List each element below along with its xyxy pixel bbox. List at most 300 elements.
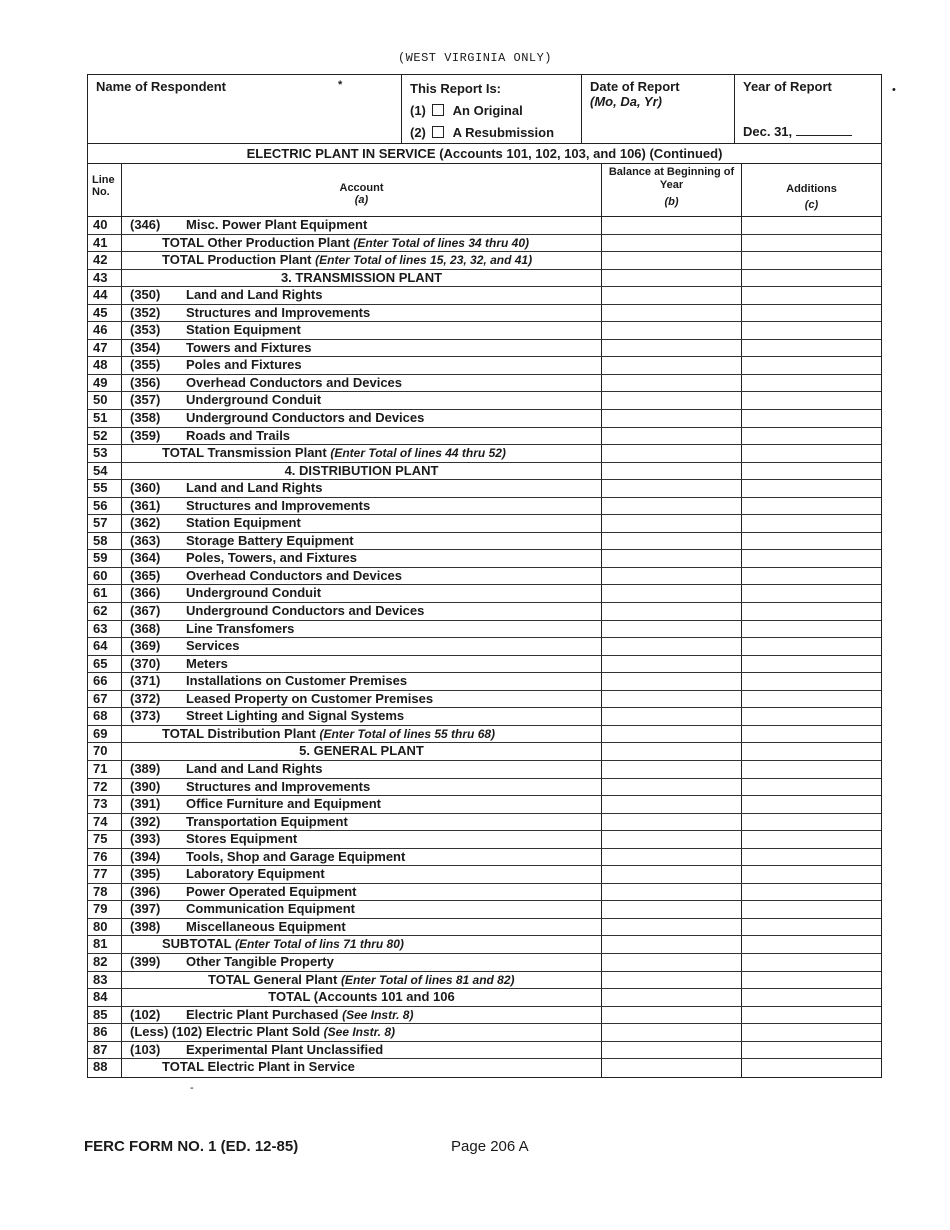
- line-number: 50: [88, 392, 122, 409]
- account-cell: [122, 515, 602, 532]
- line-number: 76: [88, 849, 122, 866]
- table-row: [88, 515, 881, 533]
- account-description: [186, 831, 297, 847]
- additions-cell[interactable]: [742, 866, 881, 883]
- account-description: [186, 568, 402, 584]
- account-description-text: Services: [186, 638, 240, 654]
- line-number: 87: [88, 1042, 122, 1059]
- balance-cell[interactable]: [602, 322, 742, 339]
- account-code: (398): [130, 918, 161, 934]
- account-description: [186, 691, 433, 707]
- additions-cell[interactable]: [742, 550, 881, 567]
- account-description: [186, 708, 404, 724]
- account-cell: [122, 235, 602, 252]
- balance-cell[interactable]: [602, 1007, 742, 1024]
- table-row: [88, 849, 881, 867]
- year-value: Dec. 31,: [743, 124, 793, 139]
- additions-cell[interactable]: [742, 1042, 881, 1059]
- report-header: [87, 74, 882, 144]
- line-number: 54: [88, 463, 122, 480]
- total-label: [162, 445, 506, 461]
- account-description: [186, 375, 402, 391]
- additions-cell[interactable]: [742, 480, 881, 497]
- table-row: [88, 884, 881, 902]
- table-row: [88, 480, 881, 498]
- balance-cell[interactable]: [602, 779, 742, 796]
- line-number: 48: [88, 357, 122, 374]
- total-label: [162, 936, 404, 952]
- table-row: [88, 831, 881, 849]
- additions-cell[interactable]: [742, 743, 881, 760]
- account-description: [186, 498, 370, 514]
- balance-cell[interactable]: [602, 1024, 742, 1041]
- account-description: [186, 814, 348, 830]
- balance-cell[interactable]: [602, 357, 742, 374]
- additions-cell[interactable]: [742, 270, 881, 287]
- account-cell: [122, 989, 602, 1006]
- account-cell: [122, 691, 602, 708]
- total-text: TOTAL General Plant: [208, 971, 338, 987]
- account-description: [186, 428, 290, 444]
- table-row: [88, 235, 881, 253]
- additions-cell[interactable]: [742, 235, 881, 252]
- balance-cell[interactable]: [602, 585, 742, 602]
- section-title: ELECTRIC PLANT IN SERVICE (Accounts 101, 102, 103, and 106) (Continued): [88, 144, 881, 164]
- account-description-text: Other Tangible Property: [186, 953, 334, 969]
- account-description-text: Land and Land Rights: [186, 480, 323, 496]
- balance-cell[interactable]: [602, 936, 742, 953]
- account-code: (392): [130, 813, 161, 829]
- table-row: [88, 550, 881, 568]
- option2-number: (2): [410, 125, 426, 140]
- additions-cell[interactable]: [742, 1059, 881, 1077]
- total-text: TOTAL Transmission Plant: [162, 445, 327, 461]
- account-code: (362): [130, 515, 161, 531]
- table-row: [88, 954, 881, 972]
- additions-cell[interactable]: [742, 515, 881, 532]
- balance-cell[interactable]: [602, 568, 742, 585]
- additions-cell[interactable]: [742, 919, 881, 936]
- table-row: [88, 708, 881, 726]
- additions-cell[interactable]: [742, 252, 881, 269]
- account-description-text: Underground Conductors and Devices: [186, 603, 425, 619]
- additions-cell[interactable]: [742, 585, 881, 602]
- account-description: [186, 919, 346, 935]
- account-description: [186, 550, 357, 566]
- table-row: [88, 673, 881, 691]
- total-text: TOTAL Distribution Plant: [162, 725, 316, 741]
- col-account-label: Account: [339, 182, 384, 194]
- account-cell: [122, 726, 602, 743]
- line-number: 63: [88, 621, 122, 638]
- balance-cell[interactable]: [602, 673, 742, 690]
- respondent-cell: [88, 75, 401, 143]
- line-number: 49: [88, 375, 122, 392]
- section-heading: TOTAL (Accounts 101 and 106: [268, 989, 455, 1005]
- balance-cell[interactable]: [602, 235, 742, 252]
- account-description: [186, 796, 381, 812]
- col-additions-label: Additions: [786, 183, 837, 195]
- account-code: (373): [130, 708, 161, 724]
- account-description-text: Office Furniture and Equipment: [186, 796, 382, 812]
- additions-cell[interactable]: [742, 445, 881, 462]
- line-number: 74: [88, 814, 122, 831]
- balance-cell[interactable]: [602, 761, 742, 778]
- balance-cell[interactable]: [602, 252, 742, 269]
- additions-cell[interactable]: [742, 972, 881, 989]
- balance-cell[interactable]: [602, 603, 742, 620]
- account-description: [186, 1007, 413, 1023]
- account-code: (357): [130, 392, 161, 408]
- instruction-note: (Enter Total of lines 15, 23, 32, and 41): [315, 253, 533, 268]
- additions-cell[interactable]: [742, 533, 881, 550]
- instruction-note: (Enter Total of lins 71 thru 80): [234, 937, 404, 952]
- additions-cell[interactable]: [742, 726, 881, 743]
- balance-cell[interactable]: [602, 515, 742, 532]
- margin-mark: •: [892, 84, 896, 96]
- balance-cell[interactable]: [602, 796, 742, 813]
- line-number: 70: [88, 743, 122, 760]
- line-number: 78: [88, 884, 122, 901]
- balance-cell[interactable]: [602, 691, 742, 708]
- year-label: Year of Report: [743, 79, 832, 94]
- balance-cell[interactable]: [602, 550, 742, 567]
- year-cell: [734, 75, 881, 143]
- additions-cell[interactable]: [742, 656, 881, 673]
- account-cell: [122, 884, 602, 901]
- instruction-note: (Enter Total of lines 55 thru 68): [319, 726, 496, 741]
- account-description-text: Roads and Trails: [186, 427, 291, 443]
- account-code: (368): [130, 620, 161, 636]
- line-number: 85: [88, 1007, 122, 1024]
- footer-form: FERC FORM NO. 1 (ED. 12-85): [84, 1138, 299, 1155]
- table-row: [88, 796, 881, 814]
- balance-cell[interactable]: [602, 814, 742, 831]
- account-description-text: Leased Property on Customer Premises: [186, 690, 434, 706]
- line-number: 79: [88, 901, 122, 918]
- balance-cell[interactable]: [602, 656, 742, 673]
- table-row: [88, 305, 881, 323]
- account-code: (399): [130, 953, 161, 969]
- table-row: [88, 726, 881, 744]
- line-number: 60: [88, 568, 122, 585]
- col-balance: [602, 164, 742, 216]
- table-row: [88, 217, 881, 235]
- account-description: [186, 217, 367, 233]
- account-code: (103): [130, 1041, 161, 1057]
- balance-cell[interactable]: [602, 1059, 742, 1077]
- col-additions: [742, 164, 881, 216]
- additions-cell[interactable]: [742, 340, 881, 357]
- instruction-note: (See Instr. 8): [323, 1025, 396, 1040]
- col-line-no: Line No.: [88, 164, 122, 216]
- balance-cell[interactable]: [602, 428, 742, 445]
- account-description-text: Underground Conduit: [186, 392, 322, 408]
- account-description-text: Station Equipment: [186, 515, 301, 531]
- resubmission-checkbox[interactable]: [432, 126, 444, 138]
- line-number: 61: [88, 585, 122, 602]
- balance-cell[interactable]: [602, 445, 742, 462]
- col-account-letter: (a): [354, 194, 369, 206]
- additions-cell[interactable]: [742, 410, 881, 427]
- additions-cell[interactable]: [742, 638, 881, 655]
- account-description-text: Overhead Conductors and Devices: [186, 374, 403, 390]
- total-text: TOTAL Electric Plant in Service: [162, 1059, 355, 1075]
- additions-cell[interactable]: [742, 936, 881, 953]
- account-description-text: (Less) (102) Electric Plant Sold: [130, 1024, 321, 1040]
- table-row: [88, 1007, 881, 1025]
- account-description: [186, 866, 325, 882]
- account-description-text: Towers and Fixtures: [186, 339, 312, 355]
- account-code: (389): [130, 760, 161, 776]
- account-description-text: Experimental Plant Unclassified: [186, 1041, 384, 1057]
- instruction-note: (See Instr. 8): [342, 1007, 414, 1022]
- balance-cell[interactable]: [602, 831, 742, 848]
- additions-cell[interactable]: [742, 603, 881, 620]
- account-cell: [122, 270, 602, 287]
- account-description-text: Structures and Improvements: [186, 304, 371, 320]
- line-number: 75: [88, 831, 122, 848]
- balance-cell[interactable]: [602, 849, 742, 866]
- line-number: 72: [88, 779, 122, 796]
- account-description-text: Miscellaneous Equipment: [186, 918, 346, 934]
- account-cell: [122, 445, 602, 462]
- balance-cell[interactable]: [602, 270, 742, 287]
- account-description: [186, 287, 323, 303]
- additions-cell[interactable]: [742, 796, 881, 813]
- date-format: (Mo, Da, Yr): [590, 94, 662, 109]
- account-code: (370): [130, 655, 161, 671]
- account-cell: [122, 217, 602, 234]
- account-code: (372): [130, 690, 161, 706]
- account-cell: [122, 1007, 602, 1024]
- line-number: 58: [88, 533, 122, 550]
- account-code: (350): [130, 287, 161, 303]
- additions-cell[interactable]: [742, 831, 881, 848]
- balance-cell[interactable]: [602, 901, 742, 918]
- balance-cell[interactable]: [602, 410, 742, 427]
- account-code: (352): [130, 304, 161, 320]
- additions-cell[interactable]: [742, 779, 881, 796]
- additions-cell[interactable]: [742, 305, 881, 322]
- account-description: [186, 305, 370, 321]
- balance-cell[interactable]: [602, 480, 742, 497]
- balance-cell[interactable]: [602, 972, 742, 989]
- balance-cell[interactable]: [602, 708, 742, 725]
- table-row: [88, 463, 881, 481]
- additions-cell[interactable]: [742, 498, 881, 515]
- line-number: 77: [88, 866, 122, 883]
- balance-cell[interactable]: [602, 498, 742, 515]
- table-row: [88, 779, 881, 797]
- additions-cell[interactable]: [742, 761, 881, 778]
- instruction-note: (Enter Total of lines 44 thru 52): [330, 446, 506, 461]
- additions-cell[interactable]: [742, 392, 881, 409]
- report-is-label: This Report Is:: [410, 81, 502, 96]
- col-additions-letter: (c): [804, 199, 819, 211]
- balance-cell[interactable]: [602, 743, 742, 760]
- additions-cell[interactable]: [742, 1007, 881, 1024]
- balance-cell[interactable]: [602, 533, 742, 550]
- line-number: 80: [88, 919, 122, 936]
- account-description: [186, 621, 294, 637]
- account-description-text: Laboratory Equipment: [186, 866, 325, 882]
- table-row: [88, 428, 881, 446]
- additions-cell[interactable]: [742, 322, 881, 339]
- account-code: (367): [130, 603, 161, 619]
- additions-cell[interactable]: [742, 954, 881, 971]
- balance-cell[interactable]: [602, 884, 742, 901]
- line-number: 86: [88, 1024, 122, 1041]
- account-cell: [122, 480, 602, 497]
- option1-label: An Original: [452, 103, 523, 118]
- additions-cell[interactable]: [742, 673, 881, 690]
- line-number: 67: [88, 691, 122, 708]
- line-number: 66: [88, 673, 122, 690]
- account-cell: [122, 831, 602, 848]
- account-cell: [122, 357, 602, 374]
- table-row: [88, 656, 881, 674]
- balance-cell[interactable]: [602, 954, 742, 971]
- account-description: [186, 515, 301, 531]
- additions-cell[interactable]: [742, 901, 881, 918]
- balance-cell[interactable]: [602, 287, 742, 304]
- account-description: [186, 1042, 383, 1058]
- account-code: (356): [130, 374, 161, 390]
- additions-cell[interactable]: [742, 849, 881, 866]
- balance-cell[interactable]: [602, 392, 742, 409]
- additions-cell[interactable]: [742, 568, 881, 585]
- table-row: [88, 410, 881, 428]
- account-description: [186, 779, 370, 795]
- balance-cell[interactable]: [602, 919, 742, 936]
- account-cell: [122, 673, 602, 690]
- additions-cell[interactable]: [742, 884, 881, 901]
- account-code: (353): [130, 322, 161, 338]
- balance-cell[interactable]: [602, 638, 742, 655]
- balance-cell[interactable]: [602, 866, 742, 883]
- account-code: (359): [130, 427, 161, 443]
- additions-cell[interactable]: [742, 428, 881, 445]
- account-description-text: Underground Conductors and Devices: [186, 410, 425, 426]
- account-description-text: Land and Land Rights: [186, 760, 323, 776]
- line-number: 81: [88, 936, 122, 953]
- col-balance-letter: (b): [664, 196, 679, 208]
- account-code: (354): [130, 339, 161, 355]
- table-row: [88, 357, 881, 375]
- table-row: [88, 989, 881, 1007]
- account-description: [186, 357, 302, 373]
- line-number: 82: [88, 954, 122, 971]
- table-row: [88, 568, 881, 586]
- additions-cell[interactable]: [742, 621, 881, 638]
- account-description: [186, 585, 321, 601]
- additions-cell[interactable]: [742, 691, 881, 708]
- table-row: [88, 814, 881, 832]
- balance-cell[interactable]: [602, 375, 742, 392]
- line-number: 55: [88, 480, 122, 497]
- balance-cell[interactable]: [602, 340, 742, 357]
- account-description: [186, 603, 424, 619]
- account-cell: [122, 901, 602, 918]
- option-resubmission[interactable]: [410, 122, 573, 144]
- account-description-text: Structures and Improvements: [186, 497, 371, 513]
- account-code: (371): [130, 673, 161, 689]
- account-code: (358): [130, 410, 161, 426]
- additions-cell[interactable]: [742, 217, 881, 234]
- line-number: 47: [88, 340, 122, 357]
- line-number: 59: [88, 550, 122, 567]
- account-cell: [122, 761, 602, 778]
- account-cell: [122, 743, 602, 760]
- account-description-text: Meters: [186, 655, 228, 671]
- line-number: 84: [88, 989, 122, 1006]
- column-header: [88, 164, 881, 217]
- account-code: (369): [130, 638, 161, 654]
- table-row: [88, 375, 881, 393]
- table-row: [88, 340, 881, 358]
- balance-cell[interactable]: [602, 989, 742, 1006]
- account-cell: [122, 410, 602, 427]
- balance-cell[interactable]: [602, 726, 742, 743]
- additions-cell[interactable]: [742, 463, 881, 480]
- col-balance-label: Balance at Beginning of Year: [608, 166, 735, 191]
- account-cell: [122, 533, 602, 550]
- balance-cell[interactable]: [602, 1042, 742, 1059]
- account-cell: [122, 568, 602, 585]
- date-cell: [581, 75, 734, 143]
- total-label: [162, 1059, 355, 1075]
- table-row: [88, 743, 881, 761]
- additions-cell[interactable]: [742, 375, 881, 392]
- account-code: (361): [130, 497, 161, 513]
- table-row: [88, 1024, 881, 1042]
- account-description-text: Underground Conduit: [186, 585, 322, 601]
- account-code: (390): [130, 778, 161, 794]
- balance-cell[interactable]: [602, 463, 742, 480]
- additions-cell[interactable]: [742, 287, 881, 304]
- account-description-text: Transportation Equipment: [186, 813, 348, 829]
- additions-cell[interactable]: [742, 814, 881, 831]
- account-cell: [122, 972, 602, 989]
- additions-cell[interactable]: [742, 989, 881, 1006]
- account-cell: [122, 463, 602, 480]
- account-cell: [122, 919, 602, 936]
- account-description-text: Poles and Fixtures: [186, 357, 302, 373]
- line-number: 40: [88, 217, 122, 234]
- additions-cell[interactable]: [742, 708, 881, 725]
- additions-cell[interactable]: [742, 1024, 881, 1041]
- account-code: (391): [130, 796, 161, 812]
- account-cell: [122, 603, 602, 620]
- year-blank[interactable]: [796, 135, 852, 136]
- additions-cell[interactable]: [742, 357, 881, 374]
- balance-cell[interactable]: [602, 217, 742, 234]
- account-description-text: Misc. Power Plant Equipment: [186, 217, 368, 232]
- account-cell: [122, 340, 602, 357]
- total-text: TOTAL Other Production Plant: [162, 234, 350, 250]
- balance-cell[interactable]: [602, 305, 742, 322]
- account-cell: [122, 621, 602, 638]
- account-description: [186, 656, 228, 672]
- line-number: 52: [88, 428, 122, 445]
- original-checkbox[interactable]: [432, 104, 444, 116]
- balance-cell[interactable]: [602, 621, 742, 638]
- option-original[interactable]: [410, 100, 573, 122]
- respondent-label: Name of Respondent: [96, 79, 227, 94]
- instruction-note: (Enter Total of lines 34 thru 40): [353, 235, 530, 250]
- date-label: Date of Report: [590, 79, 680, 94]
